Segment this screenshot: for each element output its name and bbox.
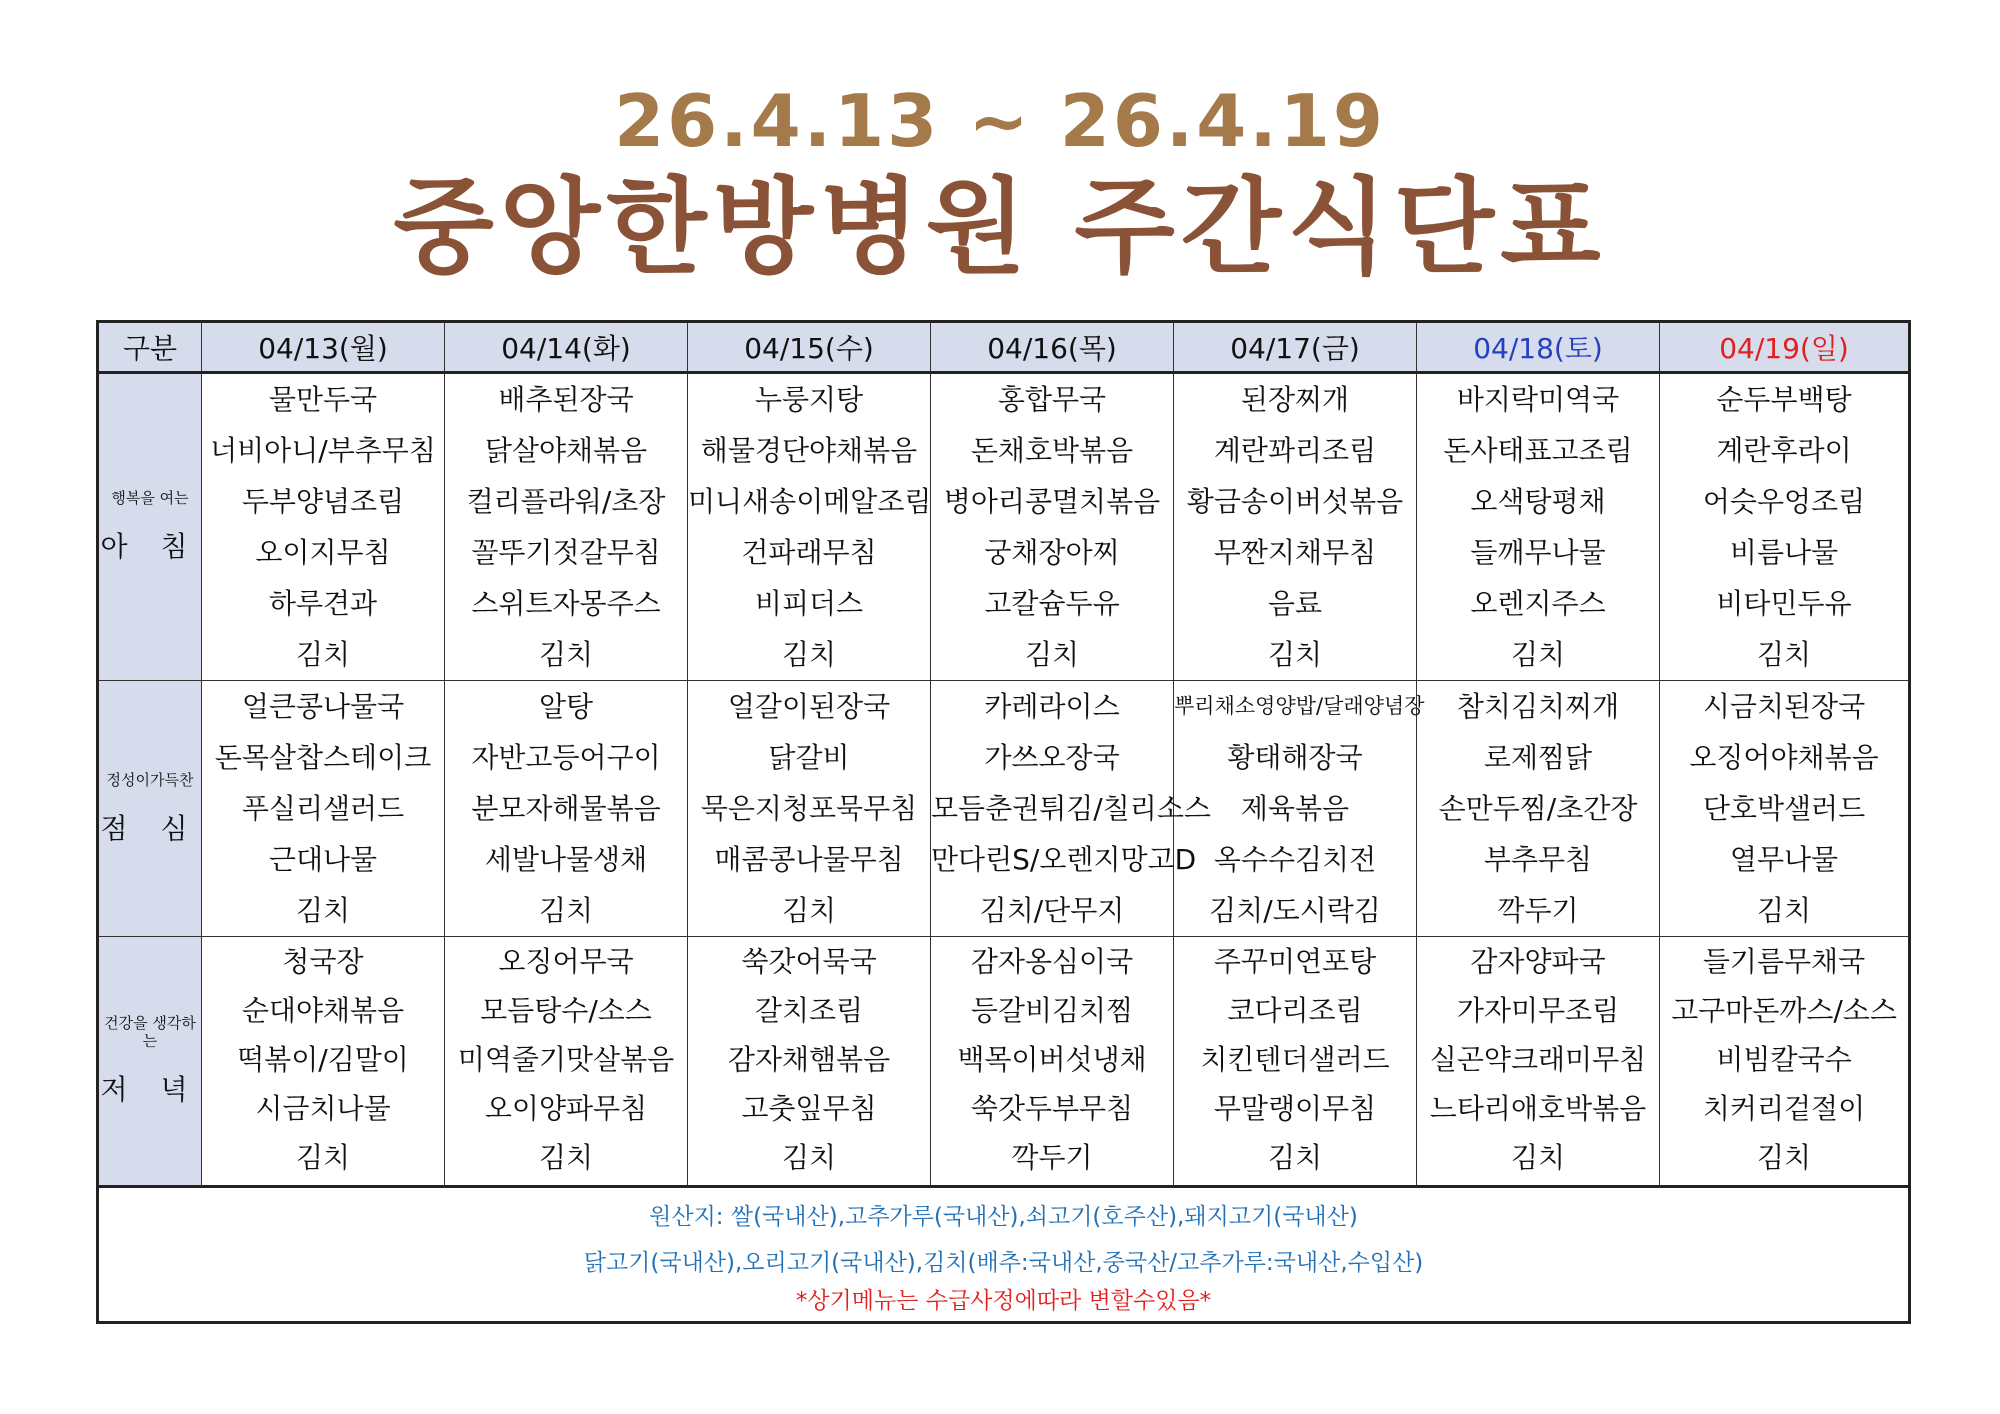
menu-item: 치커리겉절이 bbox=[1702, 1092, 1866, 1125]
menu-item: 오이양파무침 bbox=[484, 1092, 648, 1125]
day-header-tue: 04/14(화) bbox=[445, 322, 688, 373]
menu-item: 비타민두유 bbox=[1716, 587, 1852, 620]
menu-item: 건파래무침 bbox=[741, 536, 877, 569]
menu-item: 김치 bbox=[1756, 638, 1812, 671]
menu-item: 참치김치찌개 bbox=[1456, 690, 1620, 723]
menu-item: 순대야채볶음 bbox=[241, 994, 405, 1027]
menu-item: 비빔칼국수 bbox=[1716, 1043, 1852, 1076]
menu-item: 김치 bbox=[781, 1141, 837, 1174]
menu-item: 세발나물생채 bbox=[484, 843, 648, 876]
menu-item: 된장찌개 bbox=[1240, 383, 1350, 416]
menu-cell bbox=[688, 373, 931, 681]
menu-item: 매콤콩나물무침 bbox=[714, 843, 904, 876]
breakfast-label bbox=[98, 373, 202, 681]
menu-item: 황금송이버섯볶음 bbox=[1186, 485, 1404, 518]
menu-item: 하루견과 bbox=[268, 587, 378, 620]
menu-item: 계란후라이 bbox=[1716, 434, 1852, 467]
menu-item: 무말랭이무침 bbox=[1213, 1092, 1377, 1125]
menu-item: 김치 bbox=[1756, 894, 1812, 927]
menu-item: 들기름무채국 bbox=[1702, 945, 1866, 978]
menu-item: 닭갈비 bbox=[768, 741, 850, 774]
menu-item: 청국장 bbox=[282, 945, 364, 978]
day-header-fri: 04/17(금) bbox=[1174, 322, 1417, 373]
origin-line-2: 닭고기(국내산),오리고기(국내산),김치(배추:국내산,중국산/고추가루:국내산,수입산) bbox=[583, 1249, 1424, 1276]
menu-item: 김치 bbox=[781, 894, 837, 927]
menu-item: 비피더스 bbox=[754, 587, 864, 620]
menu-item: 궁채장아찌 bbox=[984, 536, 1120, 569]
weekly-menu-table bbox=[96, 320, 1911, 1324]
day-header-sat: 04/18(토) bbox=[1417, 322, 1660, 373]
menu-item: 알탕 bbox=[538, 690, 594, 723]
menu-item: 돈사태표고조림 bbox=[1443, 434, 1633, 467]
menu-item: 병아리콩멸치볶음 bbox=[943, 485, 1161, 518]
menu-item: 모듬탕수/소스 bbox=[480, 994, 652, 1027]
menu-item: 들깨무나물 bbox=[1470, 536, 1606, 569]
breakfast-sub-label: 행복을 여는 bbox=[111, 489, 189, 507]
lunch-main-label: 점 심 bbox=[100, 811, 200, 845]
menu-item: 열무나물 bbox=[1729, 843, 1839, 876]
menu-item: 분모자해물볶음 bbox=[471, 792, 661, 825]
menu-item: 어슷우엉조림 bbox=[1702, 485, 1866, 518]
menu-item: 미역줄기맛살볶음 bbox=[457, 1043, 675, 1076]
menu-cell bbox=[931, 681, 1211, 937]
menu-item: 김치 bbox=[781, 638, 837, 671]
header-row bbox=[98, 322, 1910, 373]
menu-item: 김치 bbox=[295, 894, 351, 927]
menu-item: 스위트자몽주스 bbox=[471, 587, 661, 620]
menu-cell bbox=[1174, 373, 1417, 681]
menu-item: 얼갈이된장국 bbox=[727, 690, 891, 723]
lunch-sub-label: 정성이가득찬 bbox=[106, 770, 194, 789]
menu-item: 쑥갓두부무침 bbox=[970, 1092, 1134, 1125]
menu-item: 김치/도시락김 bbox=[1209, 894, 1381, 927]
menu-item: 가쓰오장국 bbox=[984, 741, 1120, 774]
footer-row bbox=[98, 1187, 1910, 1323]
menu-cell bbox=[1417, 937, 1660, 1187]
menu-item: 순두부백탕 bbox=[1716, 383, 1852, 416]
menu-item: 뿌리채소영양밥/달래양념장 bbox=[1174, 694, 1425, 718]
menu-item: 느타리애호박볶음 bbox=[1429, 1092, 1647, 1125]
day-header-thu: 04/16(목) bbox=[931, 322, 1174, 373]
menu-item: 오징어무국 bbox=[498, 945, 634, 978]
menu-item: 배추된장국 bbox=[498, 383, 634, 416]
menu-item: 홍합무국 bbox=[997, 383, 1107, 416]
menu-item: 단호박샐러드 bbox=[1702, 792, 1866, 825]
menu-item: 닭살야채볶음 bbox=[484, 434, 648, 467]
menu-item: 코다리조림 bbox=[1227, 994, 1363, 1027]
menu-item: 고춧잎무침 bbox=[741, 1092, 877, 1125]
menu-item: 김치 bbox=[1267, 1141, 1323, 1174]
corner-label: 구분 bbox=[98, 322, 202, 373]
menu-cell bbox=[1660, 937, 1910, 1187]
menu-item: 로제찜닭 bbox=[1483, 741, 1593, 774]
menu-item: 부추무침 bbox=[1483, 843, 1593, 876]
dinner-main-label: 저 녁 bbox=[100, 1073, 200, 1106]
menu-item: 물만두국 bbox=[268, 383, 378, 416]
menu-cell bbox=[1660, 681, 1910, 937]
menu-cell bbox=[1174, 937, 1417, 1187]
menu-item: 김치/단무지 bbox=[979, 894, 1125, 927]
menu-cell bbox=[931, 373, 1174, 681]
menu-item: 황태해장국 bbox=[1227, 741, 1363, 774]
menu-item: 가자미무조림 bbox=[1456, 994, 1620, 1027]
menu-item: 누룽지탕 bbox=[754, 383, 864, 416]
menu-item: 김치 bbox=[1024, 638, 1080, 671]
menu-cell bbox=[202, 937, 445, 1187]
day-header-sun: 04/19(일) bbox=[1660, 322, 1910, 373]
menu-item: 김치 bbox=[295, 638, 351, 671]
breakfast-main-label: 아 침 bbox=[100, 530, 200, 563]
menu-item: 두부양념조림 bbox=[241, 485, 405, 518]
menu-item: 김치 bbox=[1510, 1141, 1566, 1174]
menu-item: 무짠지채무침 bbox=[1213, 536, 1377, 569]
dinner-sub-label: 건강을 생각하는 bbox=[104, 1014, 196, 1050]
menu-item: 오렌지주스 bbox=[1470, 587, 1606, 620]
menu-cell bbox=[445, 937, 688, 1187]
page-title: 중앙한방병원 주간식단표 bbox=[393, 166, 1607, 288]
menu-item: 백목이버섯냉채 bbox=[957, 1043, 1147, 1076]
menu-item: 감자옹심이국 bbox=[970, 945, 1134, 978]
menu-item: 꼴뚜기젓갈무침 bbox=[471, 536, 661, 569]
menu-item: 너비아니/부추무침 bbox=[210, 434, 436, 467]
menu-item: 주꾸미연포탕 bbox=[1213, 945, 1377, 978]
menu-item: 등갈비김치찜 bbox=[970, 994, 1134, 1027]
menu-item: 치킨텐더샐러드 bbox=[1200, 1043, 1390, 1076]
menu-cell bbox=[688, 937, 931, 1187]
menu-item: 김치 bbox=[538, 638, 594, 671]
dinner-row bbox=[98, 937, 1910, 1187]
lunch-row bbox=[98, 681, 1910, 937]
menu-item: 김치 bbox=[1510, 638, 1566, 671]
menu-item: 김치 bbox=[538, 1141, 594, 1174]
breakfast-row bbox=[98, 373, 1910, 681]
menu-item: 카레라이스 bbox=[984, 690, 1120, 723]
menu-item: 비름나물 bbox=[1729, 536, 1839, 569]
menu-item: 갈치조림 bbox=[754, 994, 864, 1027]
menu-item: 김치 bbox=[295, 1141, 351, 1174]
supply-notice: *상기메뉴는 수급사정에따라 변할수있음* bbox=[795, 1287, 1212, 1314]
menu-item: 떡볶이/김말이 bbox=[237, 1043, 409, 1076]
menu-cell bbox=[1417, 681, 1660, 937]
menu-cell bbox=[931, 937, 1174, 1187]
menu-item: 바지락미역국 bbox=[1456, 383, 1620, 416]
menu-item: 손만두찜/초간장 bbox=[1438, 792, 1638, 825]
menu-item: 김치 bbox=[1267, 638, 1323, 671]
menu-item: 만다린S/오렌지망고D bbox=[931, 843, 1197, 876]
menu-item: 모듬춘권튀김/칠리소스 bbox=[931, 792, 1211, 825]
dinner-label bbox=[98, 937, 202, 1187]
menu-item: 쑥갓어묵국 bbox=[741, 945, 877, 978]
origin-footer bbox=[98, 1187, 1910, 1323]
menu-item: 해물경단야채볶음 bbox=[700, 434, 918, 467]
menu-item: 오색탕평채 bbox=[1470, 485, 1606, 518]
menu-item: 감자양파국 bbox=[1470, 945, 1606, 978]
menu-item: 감자채햄볶음 bbox=[727, 1043, 891, 1076]
menu-item: 고칼슘두유 bbox=[984, 587, 1120, 620]
menu-item: 김치 bbox=[538, 894, 594, 927]
menu-item: 계란꽈리조림 bbox=[1213, 434, 1377, 467]
menu-item: 미니새송이메알조림 bbox=[688, 485, 932, 518]
menu-cell bbox=[688, 681, 931, 937]
day-header-mon: 04/13(월) bbox=[202, 322, 445, 373]
menu-item: 근대나물 bbox=[268, 843, 378, 876]
menu-cell bbox=[445, 373, 688, 681]
menu-item: 김치 bbox=[1756, 1141, 1812, 1174]
menu-item: 고구마돈까스/소스 bbox=[1671, 994, 1897, 1027]
menu-item: 실곤약크래미무침 bbox=[1429, 1043, 1647, 1076]
date-range: 26.4.13 ~ 26.4.19 bbox=[614, 79, 1386, 163]
menu-item: 컬리플라워/초장 bbox=[466, 485, 666, 518]
menu-cell bbox=[202, 681, 445, 937]
menu-item: 옥수수김치전 bbox=[1213, 843, 1377, 876]
menu-item: 오징어야채볶음 bbox=[1689, 741, 1879, 774]
day-header-wed: 04/15(수) bbox=[688, 322, 931, 373]
lunch-label bbox=[98, 681, 202, 937]
menu-item: 자반고등어구이 bbox=[471, 741, 661, 774]
menu-item: 돈목살찹스테이크 bbox=[214, 741, 432, 774]
menu-item: 푸실리샐러드 bbox=[241, 792, 405, 825]
menu-cell bbox=[1660, 373, 1910, 681]
menu-item: 시금치된장국 bbox=[1702, 690, 1866, 723]
menu-cell bbox=[202, 373, 445, 681]
origin-line-1: 원산지: 쌀(국내산),고추가루(국내산),쇠고기(호주산),돼지고기(국내산) bbox=[649, 1203, 1358, 1230]
menu-item: 오이지무침 bbox=[255, 536, 391, 569]
menu-item: 음료 bbox=[1267, 587, 1323, 620]
menu-item: 제육볶음 bbox=[1240, 792, 1350, 825]
menu-item: 묵은지청포묵무침 bbox=[700, 792, 918, 825]
menu-item: 얼큰콩나물국 bbox=[241, 690, 405, 723]
menu-item: 시금치나물 bbox=[255, 1092, 391, 1125]
menu-item: 돈채호박볶음 bbox=[970, 434, 1134, 467]
menu-cell bbox=[445, 681, 688, 937]
menu-cell bbox=[1417, 373, 1660, 681]
menu-item: 깍두기 bbox=[1011, 1141, 1093, 1174]
menu-item: 깍두기 bbox=[1497, 894, 1579, 927]
